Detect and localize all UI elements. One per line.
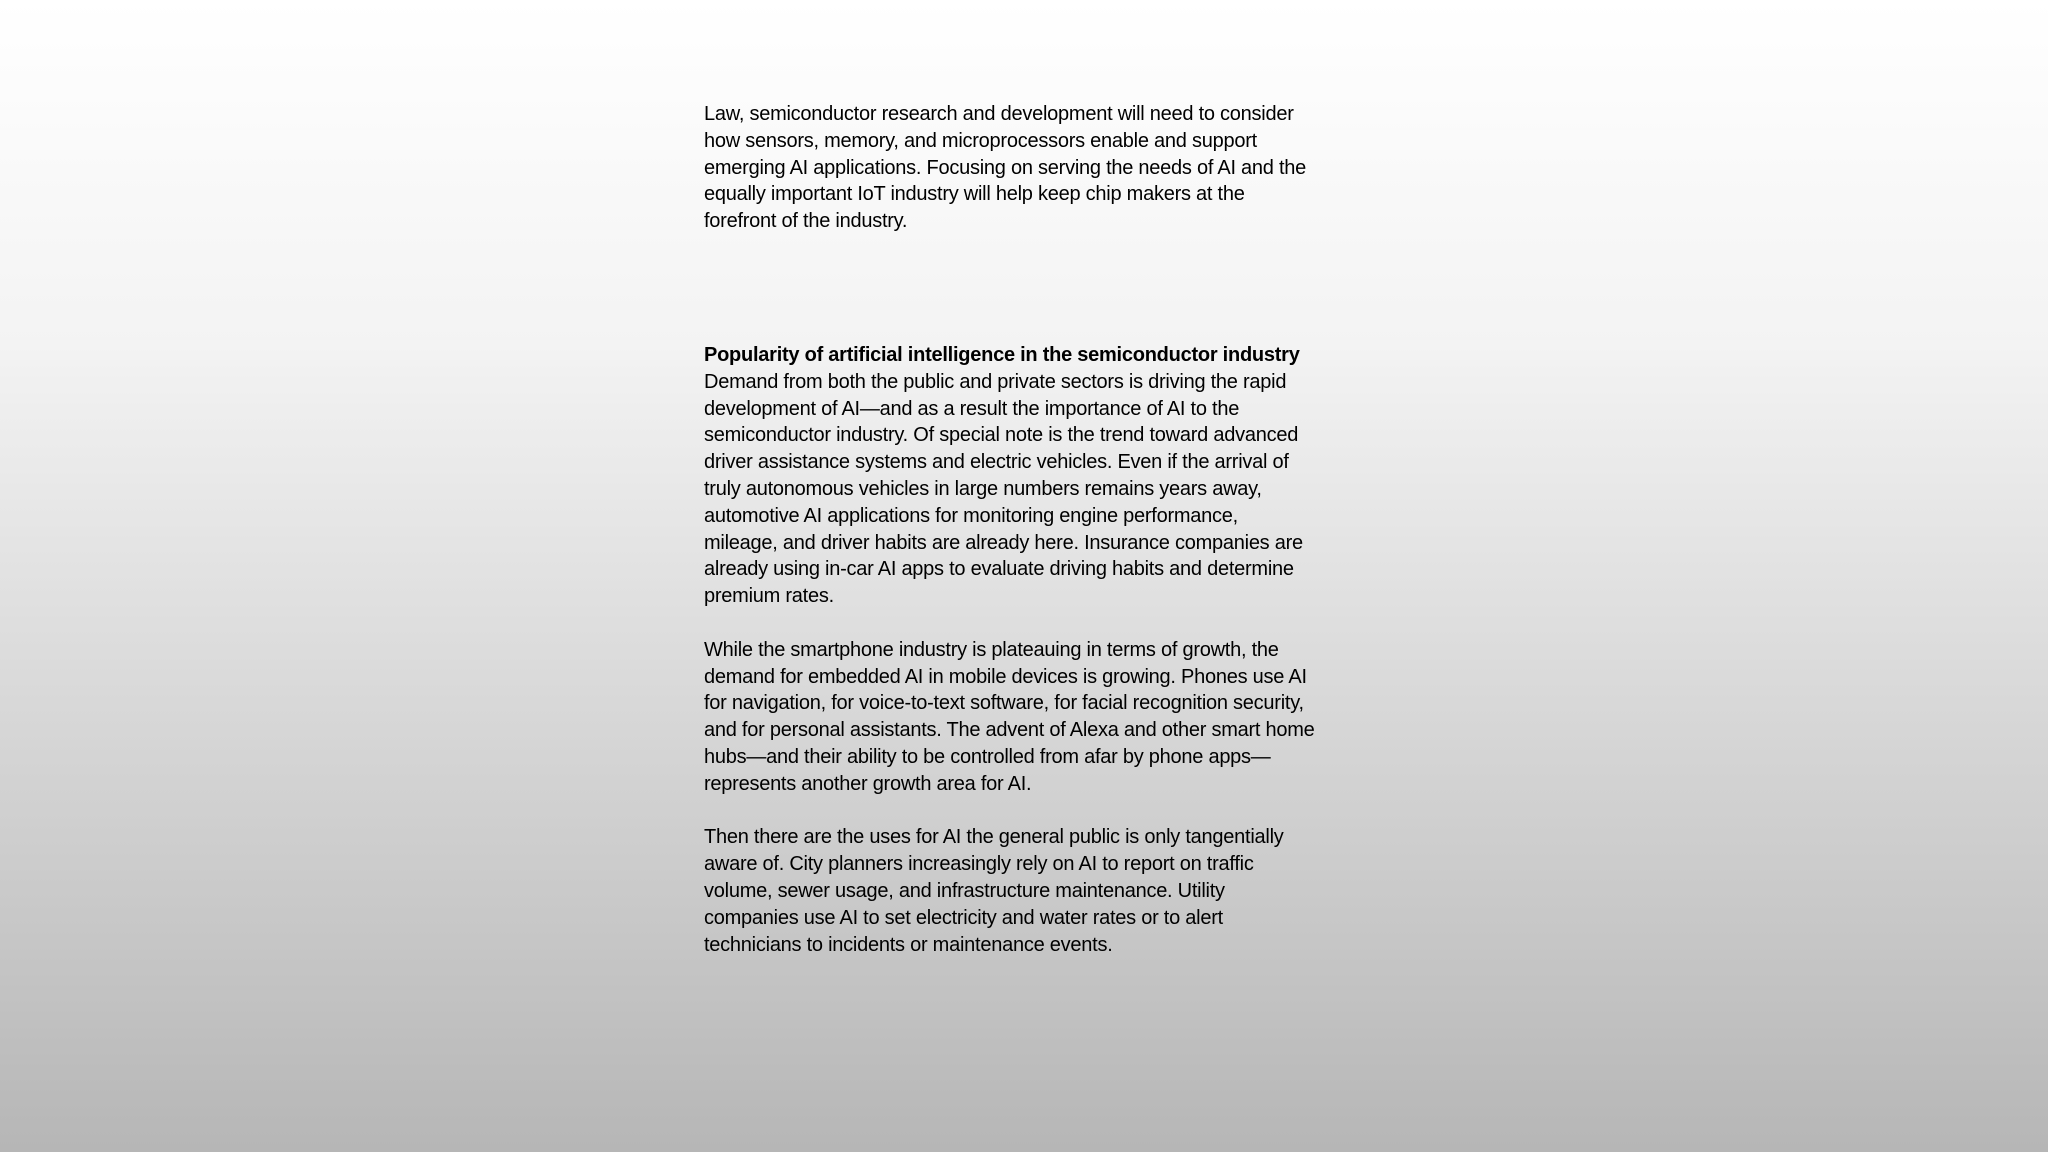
section-paragraph-1-text: Demand from both the public and private sectors is driving the rapid development of AI—and as a result the importance of AI to the semiconductor industry. Of special note is the trend toward advanced driver assistance systems and electric vehicles. Even if the arrival of truly autonomous vehicles in large numbers remains years away, automotive AI applications for monitoring engine performance, mileage, and driver habits are already here. Insurance companies are already using in-car AI apps to evaluate driving habits and determine premium rates. bbox=[704, 370, 1303, 608]
section-text-block bbox=[704, 342, 1344, 958]
section-heading: Popularity of artificial intelligence in the semiconductor industry bbox=[704, 344, 1300, 366]
section-paragraph-3: Then there are the uses for AI the general public is only tangentially aware of. City planners increasingly rely on AI to report on traffic volume, sewer usage, and infrastructure maintenance. Utility companies use AI to set electricity and water rates or to alert technicians to incidents or maintenance events. bbox=[704, 826, 1284, 956]
intro-text-block bbox=[704, 101, 1344, 235]
section-paragraph-1 bbox=[704, 342, 1344, 610]
section-paragraph-2: While the smartphone industry is plateauing in terms of growth, the demand for embedded AI in mobile devices is growing. Phones use AI for navigation, for voice-to-text software, for facial recognition security, and for personal assistants. The advent of Alexa and other smart home hubs—and their ability to be controlled from afar by phone apps— represents another growth area for AI. bbox=[704, 638, 1315, 795]
intro-paragraph: Law, semiconductor research and development will need to consider how sensors, memory, and microprocessors enable and support emerging AI applications. Focusing on serving the needs of AI and the equally important IoT industry will help keep chip makers at the forefront of the industry. bbox=[704, 103, 1307, 233]
